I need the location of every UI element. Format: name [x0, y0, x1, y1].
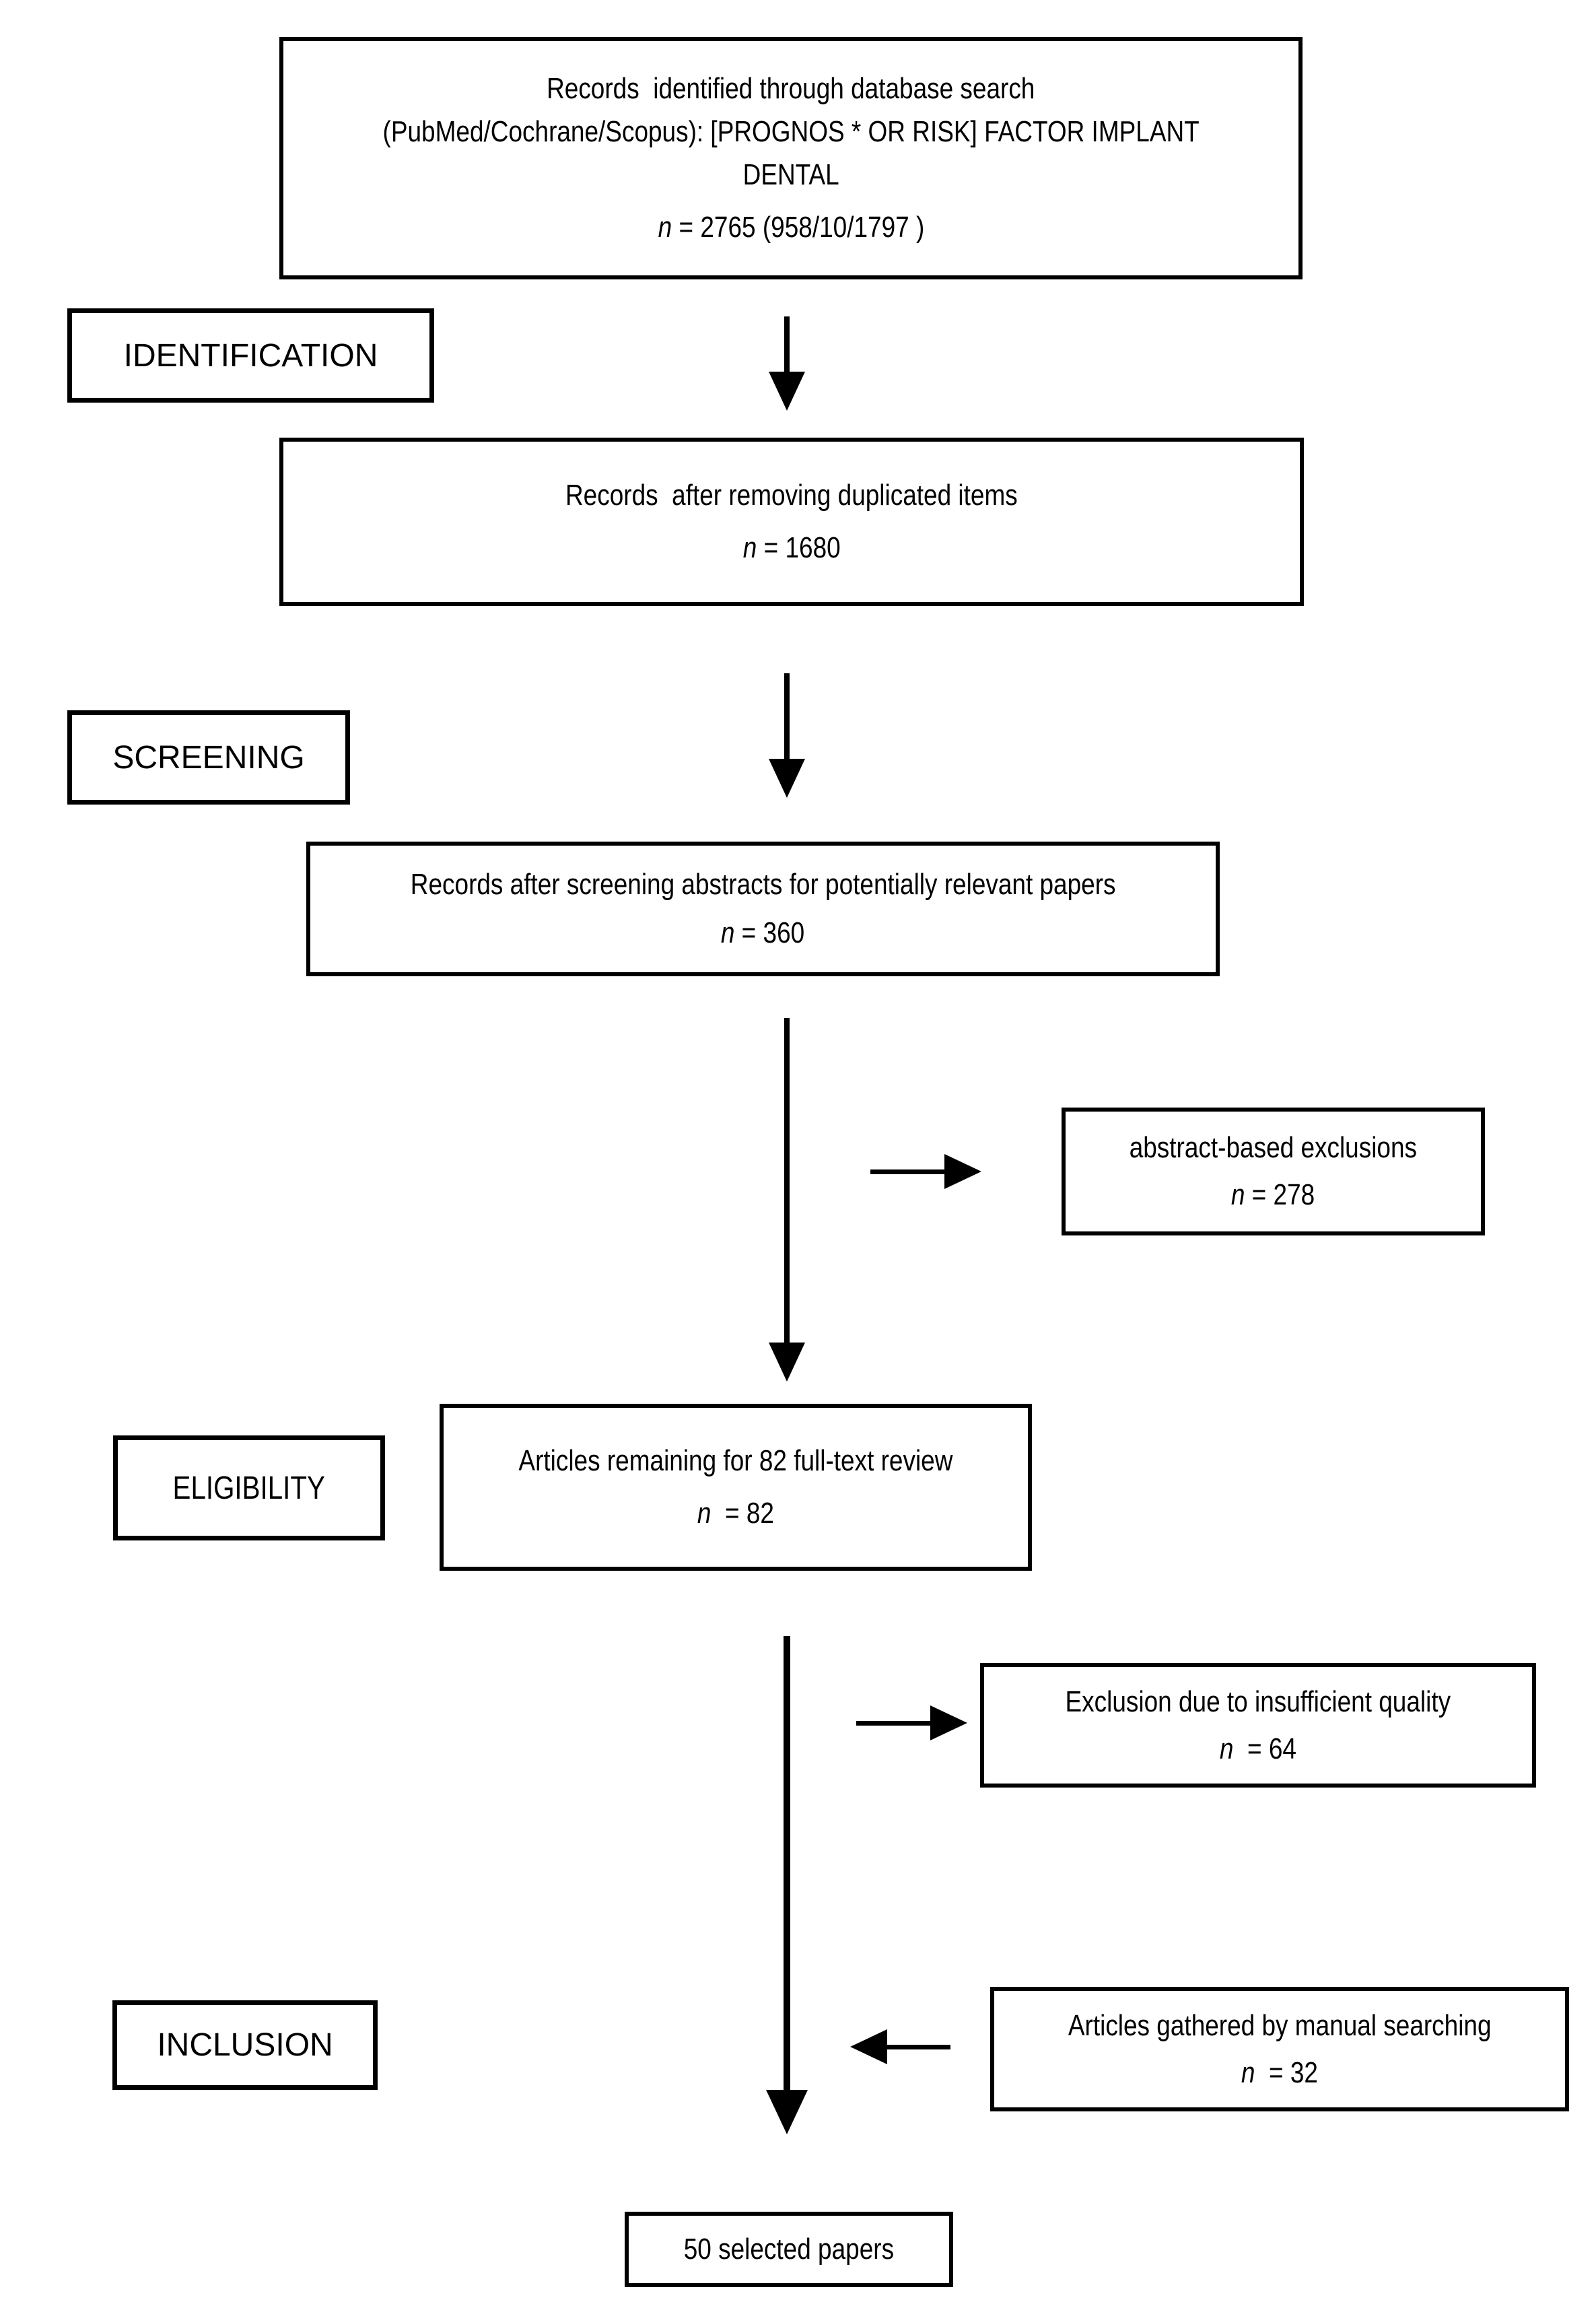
n-value: = 1680: [757, 531, 841, 564]
arrow-dedup-to-screened-stem: [784, 673, 790, 761]
arrow-identified-to-dedup-stem: [784, 316, 790, 376]
arrow-manual-to-flow-head: [850, 2029, 887, 2064]
arrow-to-quality-exclusions-head: [930, 1705, 967, 1740]
abstract-exclusions-box: [1062, 1108, 1485, 1235]
records-screened-line1: Records after screening abstracts for potentially relevant papers: [410, 868, 1116, 902]
n-value: = 360: [734, 916, 805, 949]
quality-exclusions-count: [1220, 1728, 1296, 1771]
fulltext-review-count: [697, 1492, 774, 1535]
stage-eligibility: [113, 1435, 385, 1540]
records-identified-count: [658, 206, 924, 249]
arrow-screened-to-fulltext-head: [769, 1343, 805, 1382]
n-symbol: n: [742, 531, 757, 564]
arrow-dedup-to-screened-head: [769, 759, 805, 798]
records-identified-box: [279, 37, 1303, 279]
stage-identification: [67, 308, 434, 403]
stage-identification-label: IDENTIFICATION: [123, 337, 378, 374]
arrow-manual-to-flow-stem: [887, 2045, 950, 2049]
quality-exclusions-line1: Exclusion due to insufficient quality: [1065, 1685, 1451, 1718]
stage-inclusion: [112, 2000, 378, 2090]
n-symbol: n: [697, 1497, 712, 1530]
selected-papers-box: [625, 2212, 953, 2287]
n-value: = 278: [1245, 1178, 1315, 1211]
n-symbol: n: [1219, 1732, 1234, 1765]
stage-screening: [67, 710, 350, 805]
fulltext-review-line1: Articles remaining for 82 full-text review: [518, 1444, 953, 1478]
arrow-to-abstract-exclusions-head: [944, 1154, 981, 1189]
quality-exclusions-box: [980, 1663, 1536, 1788]
records-screened-box: [306, 842, 1220, 976]
n-symbol: n: [721, 916, 735, 949]
manual-search-box: [990, 1987, 1569, 2111]
records-identified-line2: (PubMed/Cochrane/Scopus): [PROGNOS * OR RISK] FACTOR IMPLANT: [382, 115, 1200, 149]
manual-search-count: [1241, 2051, 1318, 2095]
arrow-to-abstract-exclusions-stem: [870, 1169, 944, 1174]
abstract-exclusions-line1: abstract-based exclusions: [1129, 1131, 1418, 1165]
n-symbol: n: [658, 210, 672, 244]
records-deduplicated-line1: Records after removing duplicated items: [565, 479, 1018, 512]
fulltext-review-box: [440, 1404, 1032, 1571]
manual-search-line1: Articles gathered by manual searching: [1068, 2008, 1492, 2042]
records-deduplicated-box: [279, 438, 1304, 606]
n-value: = 32: [1255, 2056, 1319, 2089]
arrow-identified-to-dedup-head: [769, 372, 805, 411]
stage-eligibility-label: ELIGIBILITY: [172, 1470, 326, 1506]
n-value: = 64: [1233, 1732, 1297, 1765]
records-identified-line3: DENTAL: [742, 158, 839, 191]
n-symbol: n: [1241, 2056, 1255, 2089]
stage-screening-label: SCREENING: [112, 739, 305, 776]
records-screened-count: [721, 912, 804, 955]
selected-papers-line1: 50 selected papers: [683, 2233, 895, 2266]
arrow-to-quality-exclusions-stem: [856, 1721, 930, 1726]
stage-inclusion-label: INCLUSION: [157, 2027, 333, 2063]
records-deduplicated-count: [743, 527, 841, 570]
arrow-fulltext-to-selected-head: [766, 2090, 808, 2134]
n-symbol: n: [1231, 1178, 1245, 1211]
arrow-fulltext-to-selected-stem: [784, 1636, 790, 2093]
arrow-screened-to-fulltext-stem: [784, 1018, 790, 1345]
n-value: = 82: [711, 1497, 775, 1530]
abstract-exclusions-count: [1231, 1174, 1315, 1217]
n-value: = 2765 (958/10/1797 ): [671, 210, 924, 244]
records-identified-line1: Records identified through database search: [547, 72, 1035, 106]
